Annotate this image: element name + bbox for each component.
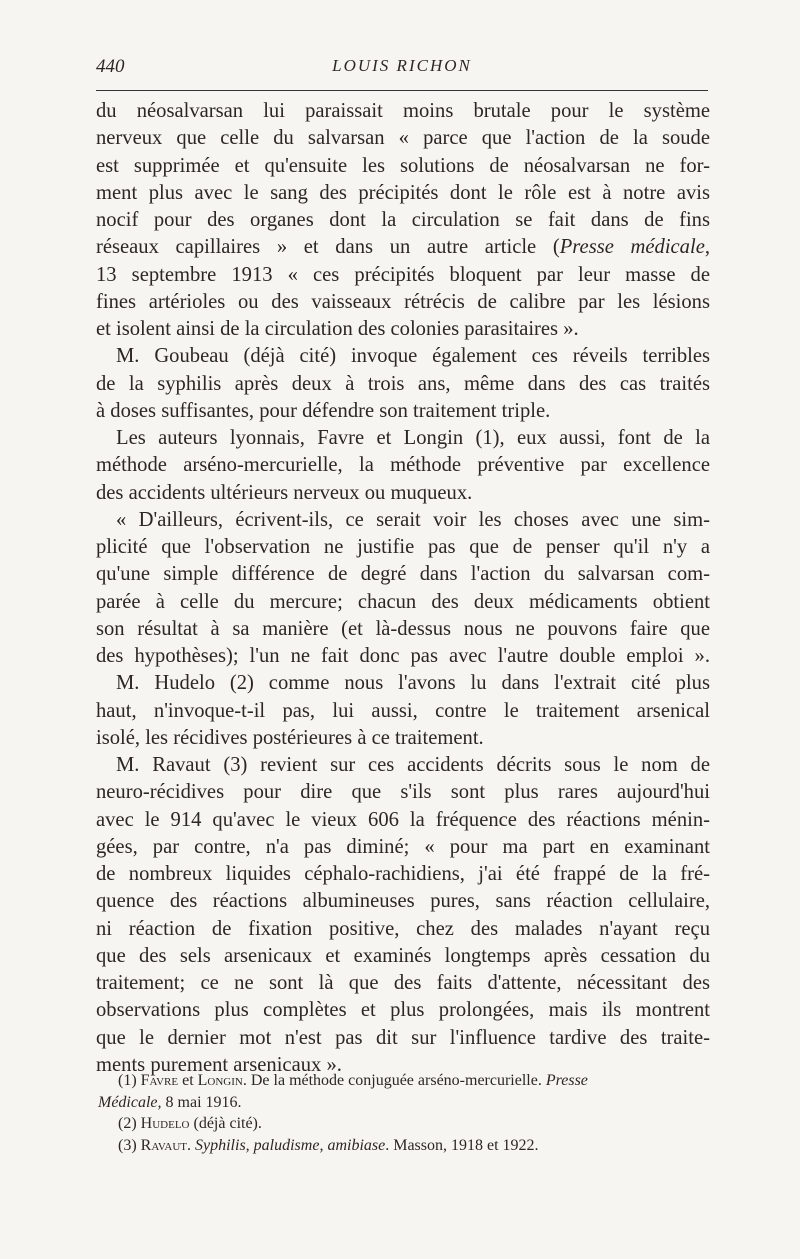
text-line: méthode arséno-mercurielle, la méthode préventive par excellence [96,454,710,477]
footnote-1 [118,1070,708,1092]
footnote-1-continued [98,1092,708,1114]
footnote-journal: Presse [545,1072,588,1089]
text-line: ni réaction de fixation positive, chez des malades n'ayant reçu [96,917,710,940]
text-line: nocif pour des organes dont la circulation se fait dans de fins [96,209,710,231]
running-title: LOUIS RICHON [332,56,472,75]
footnote-text: . De la méthode conjuguée arséno-mercurielle. [242,1072,542,1089]
footnote-text: 8 mai 1916. [165,1093,242,1111]
text-line: que le dernier mot n'est pas dit sur l'influence tardive des traite- [96,1026,710,1049]
journal-title: Presse médicale [559,236,705,259]
text-line: de nombreux liquides céphalo-rachidiens, j'ai été frappé de la fré- [96,863,710,885]
text-line: plicité que l'observation ne justifie pas que de penser qu'il n'y a [96,536,710,558]
text-line-with-citation [96,234,710,261]
footnote-2 [118,1113,708,1135]
text-line: des accidents ultérieurs nerveux ou muqueux. [96,481,473,504]
footnote-number: (3) [118,1136,137,1154]
text-line: M. Ravaut (3) revient sur ces accidents décrits sous le nom de [116,754,710,776]
text-line: est supprimée et qu'ensuite les solutions de néosalvarsan ne for- [96,154,710,177]
text-line: isolé, les récidives postérieures à ce traitement. [96,726,484,749]
text-fragment: réseaux capillaires » et dans un autre article ( [96,236,560,259]
footnote-text: . [187,1136,191,1154]
text-line: M. Goubeau (déjà cité) invoque également ces réveils terribles [116,345,710,368]
text-line: de la syphilis après deux à trois ans, même dans des cas traités [96,372,710,395]
header-rule [96,90,708,91]
text-line: parée à celle du mercure; chacun des deux médicaments obtient [96,590,710,613]
text-line: 13 septembre 1913 « ces précipités bloquent par leur masse de [96,263,710,286]
text-line: neuro-récidives pour dire que s'ils sont plus rares aujourd'hui [96,781,710,804]
text-line: ment plus avec le sang des précipités dont le rôle est à notre avis [96,181,710,204]
text-line: avec le 914 qu'avec le vieux 606 la fréquence des réactions ménin- [96,808,710,831]
text-fragment: , [704,236,710,259]
text-line: nerveux que celle du salvarsan « parce que l'action de la soude [96,127,710,150]
footnotes [98,1070,708,1156]
text-line: et isolent ainsi de la circulation des colonies parasitaires ». [96,318,579,340]
footnote-text: (déjà cité). [193,1115,262,1132]
page-number: 440 [96,56,125,77]
body-text [96,98,710,1079]
text-line: des hypothèses); l'un ne fait donc pas avec l'autre double emploi ». [96,645,710,667]
text-line: observations plus complètes et plus prolongées, mais ils montrent [96,999,710,1022]
text-line: Les auteurs lyonnais, Favre et Longin (1), eux aussi, font de la [116,427,710,449]
text-line: quence des réactions albumineuses pures, sans réaction cellulaire, [96,890,710,913]
footnote-author: Hudelo [140,1115,190,1132]
footnote-number: (2) [118,1115,137,1132]
footnote-text: . Masson, 1918 et 1922. [385,1136,539,1154]
footnote-3 [118,1135,708,1157]
text-line: son résultat à sa manière (et là-dessus nous ne pouvons faire que [96,617,710,640]
footnote-book-title: Syphilis, paludisme, amibiase [195,1136,386,1154]
text-line: fines artérioles ou des vaisseaux rétrécis de calibre par les lésions [96,290,710,313]
page-header [96,56,708,86]
text-line: que des sels arsenicaux et examinés longtemps après cessation du [96,944,710,967]
footnote-author: Longin [197,1072,243,1089]
text-line: qu'une simple différence de degré dans l'action du salvarsan com- [96,563,710,586]
footnote-journal: Médicale, [98,1093,162,1111]
text-line: haut, n'invoque-t-il pas, lui aussi, contre le traitement arsenical [96,699,710,722]
text-line: traitement; ce ne sont là que des faits d'attente, nécessitant des [96,972,710,994]
text-line: du néosalvarsan lui paraissait moins brutale pour le système [96,100,710,122]
footnote-text: et [182,1072,194,1089]
text-line: « D'ailleurs, écrivent-ils, ce serait voir les choses avec une sim- [116,508,710,531]
footnote-number: (1) [118,1072,137,1089]
text-line: à doses suffisantes, pour défendre son traitement triple. [96,399,551,422]
text-line: gées, par contre, n'a pas diminé; « pour ma part en examinant [96,835,710,858]
footnote-author: Ravaut [140,1136,187,1154]
text-line: ments purement arsenicaux ». [96,1053,342,1076]
text-line: M. Hudelo (2) comme nous l'avons lu dans l'extrait cité plus [116,672,710,695]
footnote-author: Favre [140,1072,179,1089]
